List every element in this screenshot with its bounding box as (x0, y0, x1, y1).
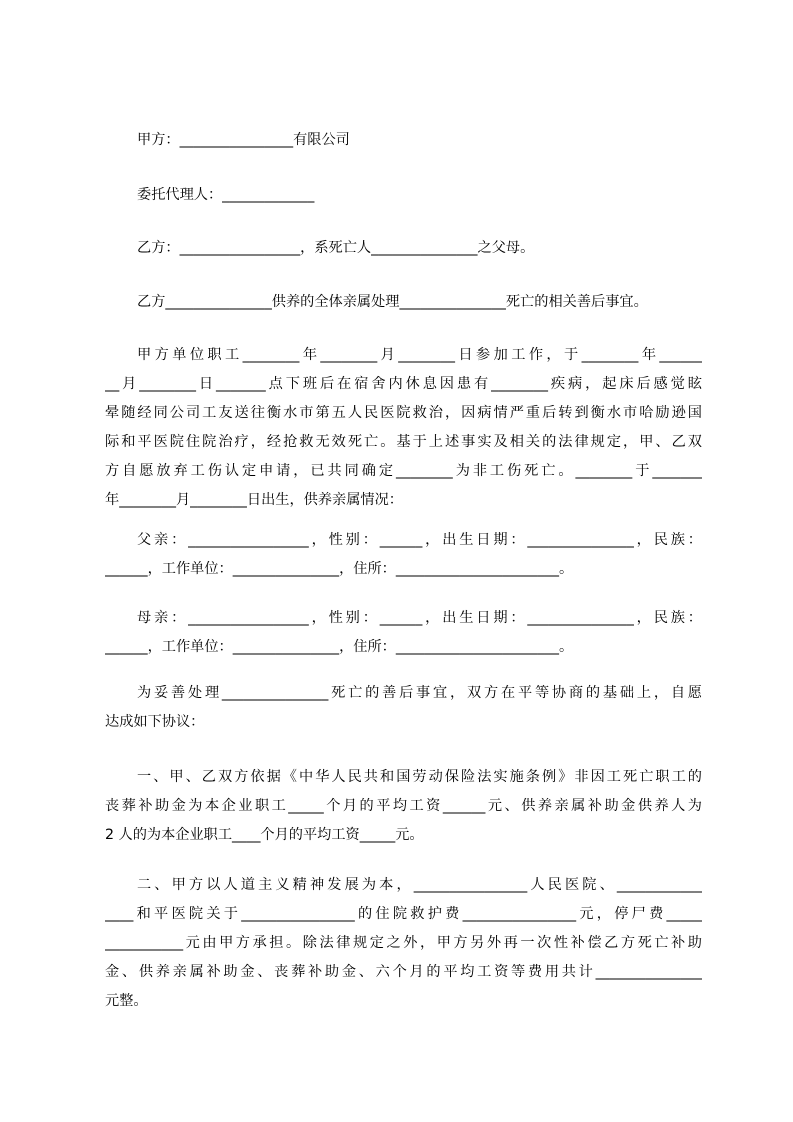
text-line: 二、甲方以人道主义精神发展为本，________________人民医院、____________ (137, 877, 702, 893)
text-line: ___________元由甲方承担。除法律规定之外，甲方另外再一次性补偿乙方死亡补助 (105, 935, 702, 951)
text-line: 年________月________日出生，供养亲属情况： (105, 492, 403, 508)
text-line: ____和平医院关于________________的住院救护费________________元，停尸费_____ (105, 906, 702, 922)
text-line: 际和平医院住院治疗，经抢救无效死亡。基于上述事实及相关的法律规定，甲、乙双 (105, 434, 702, 450)
text-line: ______，工作单位：_______________，住所：_______________________。 (105, 561, 574, 577)
paragraph-clause-2 (105, 871, 702, 1016)
paragraph-party-b (105, 234, 702, 263)
paragraph-intent (105, 679, 702, 737)
paragraph-party-a (105, 126, 702, 155)
text-line: 为妥善处理_______________死亡的善后事宜，双方在平等协商的基础上，自愿 (137, 685, 702, 701)
text-line: 方自愿放弃工伤认定申请，已共同确定________为非工伤死亡。________于_______ (105, 463, 702, 479)
text-line: __月________日_______点下班后在宿舍内休息因患有________疾病，起床后感觉眩 (105, 376, 702, 392)
text-line: 金、供养亲属补助金、丧葬补助金、六个月的平均工资等费用共计_______________ (105, 964, 702, 980)
text-line: 委托代理人：_____________ (137, 187, 315, 203)
text-line: 2 人的为本企业职工____个月的平均工资_____元。 (105, 827, 424, 843)
text-line: 甲方：________________有限公司 (137, 132, 350, 148)
text-line: 一、甲、乙双方依据《中华人民共和国劳动保险法实施条例》非因工死亡职工的 (137, 769, 702, 785)
text-line: 丧葬补助金为本企业职工_____个月的平均工资______元、供养亲属补助金供养人为 (105, 798, 702, 814)
text-line: ______，工作单位：_______________，住所：_______________________。 (105, 639, 574, 655)
paragraph-mother-info (105, 604, 702, 662)
paragraph-party-b-relatives (105, 288, 702, 317)
paragraph-clause-1 (105, 763, 702, 850)
paragraph-agent (105, 181, 702, 210)
text-line: 元整。 (105, 993, 148, 1009)
paragraph-employee-facts (105, 341, 702, 515)
text-line: 母亲：_________________，性别：______，出生日期：_______________，民族： (137, 610, 702, 626)
text-line: 甲方单位职工________年________月________日参加工作，于________年______ (137, 347, 702, 363)
text-line: 乙方_______________供养的全体亲属处理_______________死亡的相关善后事宜。 (137, 294, 648, 310)
text-line: 父亲：_________________，性别：______，出生日期：_______________，民族： (137, 532, 702, 548)
paragraph-father-info (105, 526, 702, 584)
text-line: 晕随经同公司工友送往衡水市第五人民医院救治，因病情严重后转到衡水市哈励逊国 (105, 405, 702, 421)
text-line: 达成如下协议： (105, 714, 205, 730)
text-line: 乙方：_________________，系死亡人_______________之父母。 (137, 240, 535, 256)
